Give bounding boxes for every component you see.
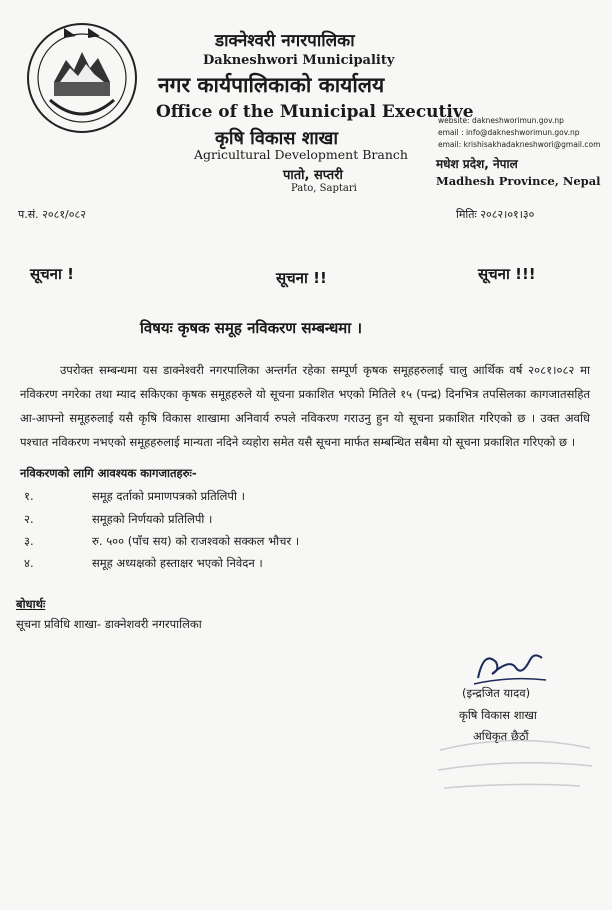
list-item-text: रु. ५०० (पाँच सय) को राजश्वको सक्कल भौचर । xyxy=(92,534,300,548)
office-name-en: Office of the Municipal Executive xyxy=(156,102,474,122)
office-stamp xyxy=(430,730,600,800)
subject-line: विषयः कृषक समूह नविकरण सम्बन्धमा । xyxy=(140,319,363,337)
municipality-logo xyxy=(24,20,140,136)
notice-heading-left: सूचना ! xyxy=(30,265,74,283)
province-np: मधेश प्रदेश, नेपाल xyxy=(436,157,518,171)
province-en: Madhesh Province, Nepal xyxy=(436,174,601,188)
documents-title: नविकरणको लागि आवश्यक कागजातहरुः- xyxy=(20,466,197,480)
list-item xyxy=(20,534,299,549)
cc-text: सूचना प्रविधि शाखा- डाक्नेशवरी नगरपालिका xyxy=(16,617,202,631)
reference-number: प.सं. २०८१/०८२ xyxy=(18,208,86,221)
list-item-number: १. xyxy=(24,489,34,503)
municipality-name-en: Dakneshwori Municipality xyxy=(203,53,395,68)
list-item xyxy=(20,512,212,527)
list-item-number: ४. xyxy=(24,556,34,570)
body-paragraph: उपरोक्त सम्बन्धमा यस डाक्नेश्वरी नगरपालिका अन्तर्गत रहेका सम्पूर्ण कृषक समूहहरुलाई चालु आर्थिक वर्ष २०८१।०८२ मा नविकरण नगरेका तथा म्याद सकिएका कृषक समूहहरुले यो सूचना प्रकाशित भएको मितिले १५ (पन्द्र) दिनभित्र तपसिलका कागजातसहित आ-आफ्नो समूहरुलाई यसै कृषि विकास शाखामा अनिवार्य रुपले नविकरण गराउनु हुन यो सूचना प्रकाशित गरिएको छ । उक्त अवधि पश्चात नविकरण नभएको समूहहरुलाई मान्यता नदिने व्यहोरा समेत यसै सूचना मार्फत सम्बन्धित सबैमा यो सूचना प्रकाशित गरिएको छ । xyxy=(20,363,590,449)
place-en: Pato, Saptari xyxy=(291,183,357,194)
list-item-text: समूहको निर्णयको प्रतिलिपी । xyxy=(92,512,213,526)
branch-name-np: कृषि विकास शाखा xyxy=(215,128,339,149)
cc-title: बोधार्थः xyxy=(16,597,46,611)
website-link[interactable]: website: dakneshworimun.gov.np xyxy=(438,116,564,125)
handwritten-signature xyxy=(470,640,550,690)
list-item-text: समूह दर्ताको प्रमाणपत्रको प्रतिलिपी । xyxy=(92,489,245,503)
list-item-text: समूह अध्यक्षको हस्ताक्षर भएको निवेदन । xyxy=(92,556,263,570)
notice-heading-right: सूचना !!! xyxy=(478,265,536,283)
signatory-branch: कृषि विकास शाखा xyxy=(459,708,537,722)
signatory-designation: अधिकृत छैठौं xyxy=(473,729,529,743)
list-item-number: २. xyxy=(24,512,34,526)
email-krishi-link[interactable]: email: krishisakhadakneshwori@gmail.com xyxy=(438,140,601,149)
list-item xyxy=(20,489,245,504)
place-np: पातो, सप्तरी xyxy=(283,168,343,183)
municipality-name-np: डाक्नेश्वरी नगरपालिका xyxy=(215,31,355,51)
list-item-number: ३. xyxy=(24,534,34,548)
office-name-np: नगर कार्यपालिकाको कार्यालय xyxy=(158,73,385,97)
email-info-link[interactable]: email : info@dakneshworimun.gov.np xyxy=(438,128,580,137)
document-date: मितिः २०८२।०१।३० xyxy=(456,208,535,221)
signatory-name: (इन्द्रजित यादव) xyxy=(462,686,531,700)
notice-heading-center: सूचना !! xyxy=(276,269,327,287)
list-item xyxy=(20,556,263,571)
branch-name-en: Agricultural Development Branch xyxy=(194,147,408,162)
